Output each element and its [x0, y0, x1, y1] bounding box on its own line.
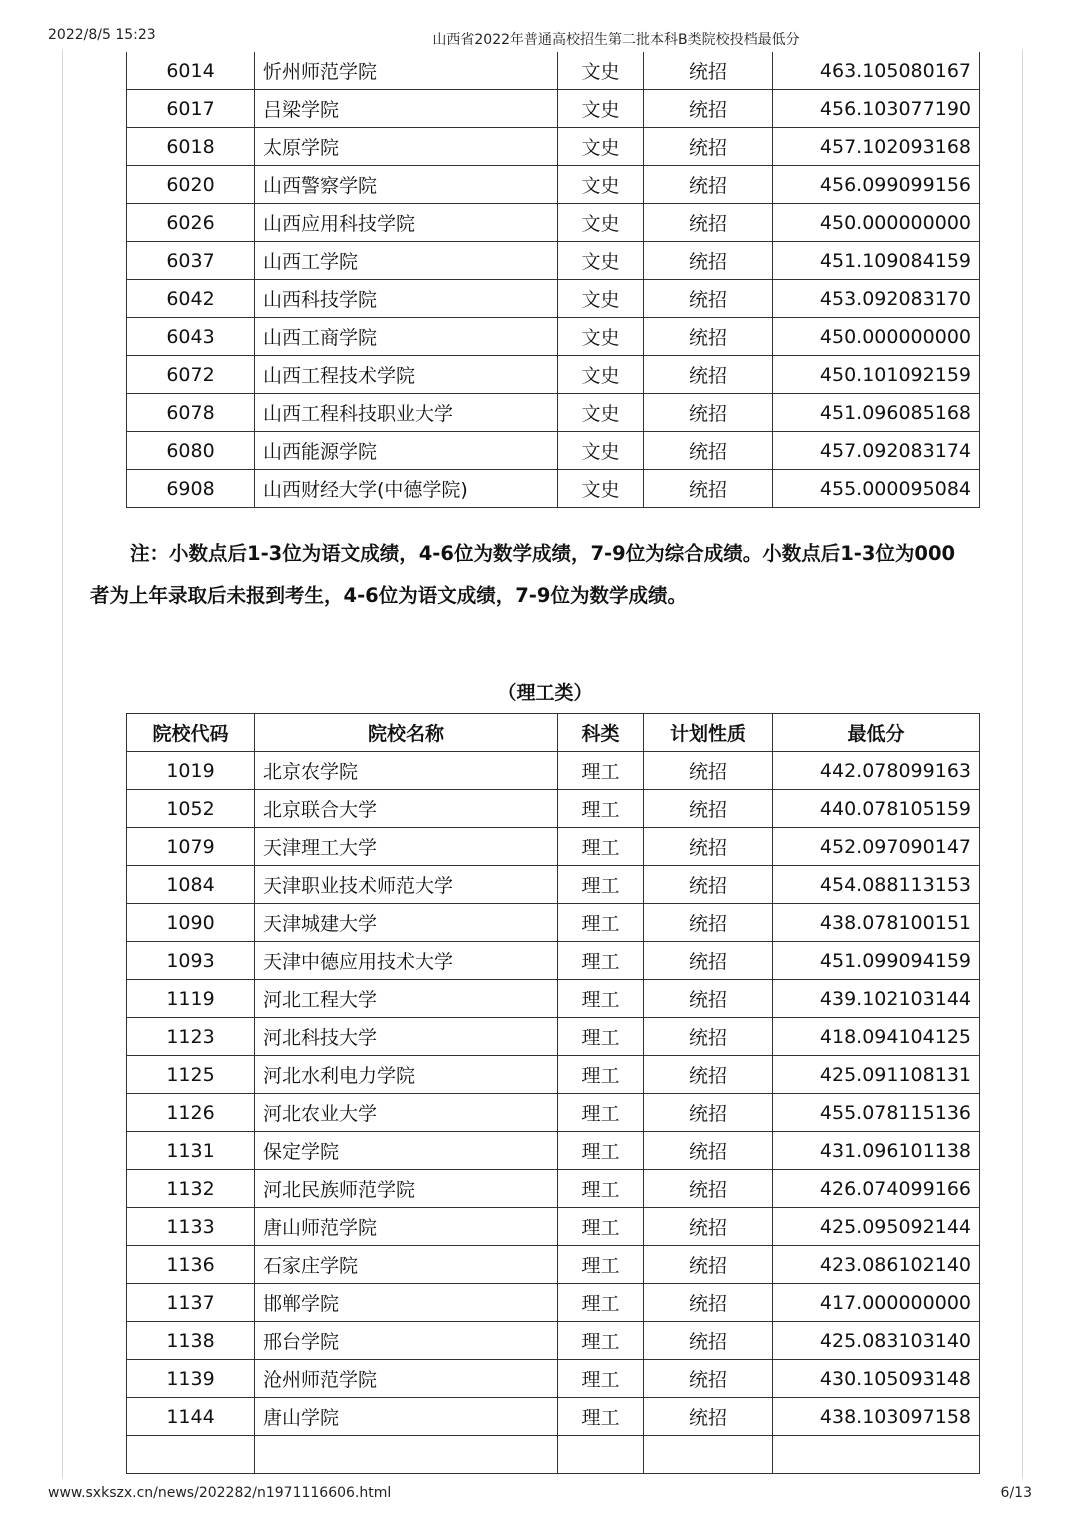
cell-name: 邯郸学院 [255, 1284, 558, 1322]
cell-plan: 统招 [644, 90, 773, 128]
cell-score: 454.088113153 [773, 866, 980, 904]
cell-code: 1019 [127, 752, 255, 790]
section-title-science: （理工类） [497, 682, 593, 704]
cell-plan: 统招 [644, 828, 773, 866]
header-code: 院校代码 [127, 714, 255, 752]
cell-category: 文史 [558, 242, 644, 280]
table-row [127, 1170, 980, 1208]
table-row [127, 1018, 980, 1056]
header-category: 科类 [558, 714, 644, 752]
cell-code: 1139 [127, 1360, 255, 1398]
cell-score: 430.105093148 [773, 1360, 980, 1398]
score-note [90, 533, 1010, 617]
cell-name: 沧州师范学院 [255, 1360, 558, 1398]
cell-code [127, 1436, 255, 1474]
cell-plan: 统招 [644, 752, 773, 790]
cell-code: 6043 [127, 318, 255, 356]
table-row [127, 1436, 980, 1474]
cell-code: 1090 [127, 904, 255, 942]
cell-score [773, 1436, 980, 1474]
table-row [127, 318, 980, 356]
cell-plan: 统招 [644, 1360, 773, 1398]
cell-score: 457.092083174 [773, 432, 980, 470]
cell-plan: 统招 [644, 1246, 773, 1284]
cell-category: 理工 [558, 1208, 644, 1246]
cell-category: 文史 [558, 394, 644, 432]
cell-code: 6018 [127, 128, 255, 166]
cell-name: 忻州师范学院 [255, 52, 558, 90]
cell-score: 455.078115136 [773, 1094, 980, 1132]
cell-name: 山西财经大学(中德学院) [255, 470, 558, 508]
cell-code: 6080 [127, 432, 255, 470]
table-row [127, 432, 980, 470]
table-row [127, 128, 980, 166]
cell-score: 457.102093168 [773, 128, 980, 166]
cell-plan: 统招 [644, 1208, 773, 1246]
score-note-line-2: 者为上年录取后未报到考生，4-6位为语文成绩，7-9位为数学成绩。 [90, 584, 687, 607]
cell-category: 理工 [558, 752, 644, 790]
cell-plan: 统招 [644, 128, 773, 166]
cell-score: 425.095092144 [773, 1208, 980, 1246]
cell-name: 太原学院 [255, 128, 558, 166]
cell-name: 北京农学院 [255, 752, 558, 790]
table-row [127, 470, 980, 508]
cell-code: 6014 [127, 52, 255, 90]
cell-category: 文史 [558, 280, 644, 318]
cell-plan: 统招 [644, 1170, 773, 1208]
cell-name: 山西工程技术学院 [255, 356, 558, 394]
cell-category: 理工 [558, 828, 644, 866]
page-header-title: 山西省2022年普通高校招生第二批本科B类院校投档最低分 [432, 32, 800, 48]
cell-category: 文史 [558, 470, 644, 508]
header-score: 最低分 [773, 714, 980, 752]
table-row [127, 980, 980, 1018]
table-row [127, 1208, 980, 1246]
score-note-line-1: 注：小数点后1-3位为语文成绩，4-6位为数学成绩，7-9位为综合成绩。小数点后1-3位为000 [130, 542, 956, 565]
table-row [127, 790, 980, 828]
cell-category: 理工 [558, 904, 644, 942]
cell-code: 1093 [127, 942, 255, 980]
cell-name: 天津中德应用技术大学 [255, 942, 558, 980]
table-row [127, 90, 980, 128]
cell-category: 理工 [558, 866, 644, 904]
cell-category: 理工 [558, 1246, 644, 1284]
cell-name: 山西科技学院 [255, 280, 558, 318]
cell-category: 文史 [558, 318, 644, 356]
cell-name: 河北民族师范学院 [255, 1170, 558, 1208]
table-row [127, 1322, 980, 1360]
cell-plan: 统招 [644, 242, 773, 280]
cell-code: 6026 [127, 204, 255, 242]
cell-name: 北京联合大学 [255, 790, 558, 828]
cell-category: 理工 [558, 1284, 644, 1322]
cell-plan: 统招 [644, 1094, 773, 1132]
cell-score: 439.102103144 [773, 980, 980, 1018]
cell-category: 理工 [558, 980, 644, 1018]
cell-score: 418.094104125 [773, 1018, 980, 1056]
cell-plan: 统招 [644, 394, 773, 432]
table-header-row [127, 714, 980, 752]
footer-page-number: 6/13 [1000, 1485, 1032, 1501]
page-header-timestamp: 2022/8/5 15:23 [48, 27, 156, 43]
cell-plan: 统招 [644, 432, 773, 470]
table-row [127, 1398, 980, 1436]
table-row [127, 166, 980, 204]
table-row [127, 1132, 980, 1170]
cell-category: 文史 [558, 204, 644, 242]
liberal-arts-score-table [126, 52, 980, 508]
cell-code: 1137 [127, 1284, 255, 1322]
table-row [127, 204, 980, 242]
cell-score: 438.103097158 [773, 1398, 980, 1436]
cell-name: 天津城建大学 [255, 904, 558, 942]
table-row [127, 866, 980, 904]
cell-name: 山西工程科技职业大学 [255, 394, 558, 432]
cell-score: 431.096101138 [773, 1132, 980, 1170]
cell-name: 唐山师范学院 [255, 1208, 558, 1246]
cell-category: 理工 [558, 1018, 644, 1056]
cell-score: 425.091108131 [773, 1056, 980, 1094]
cell-code: 1084 [127, 866, 255, 904]
cell-plan: 统招 [644, 1132, 773, 1170]
table-row [127, 280, 980, 318]
cell-category: 理工 [558, 1056, 644, 1094]
cell-plan: 统招 [644, 1398, 773, 1436]
table-row [127, 1094, 980, 1132]
cell-score: 450.000000000 [773, 204, 980, 242]
cell-plan: 统招 [644, 1284, 773, 1322]
cell-name: 河北水利电力学院 [255, 1056, 558, 1094]
cell-category: 理工 [558, 1094, 644, 1132]
cell-code: 1131 [127, 1132, 255, 1170]
cell-plan: 统招 [644, 866, 773, 904]
cell-name: 山西能源学院 [255, 432, 558, 470]
cell-code: 6037 [127, 242, 255, 280]
cell-category: 理工 [558, 1360, 644, 1398]
cell-score: 451.096085168 [773, 394, 980, 432]
cell-name: 天津理工大学 [255, 828, 558, 866]
cell-category [558, 1436, 644, 1474]
cell-score: 452.097090147 [773, 828, 980, 866]
cell-score: 426.074099166 [773, 1170, 980, 1208]
cell-category: 文史 [558, 356, 644, 394]
table-row [127, 752, 980, 790]
cell-category: 文史 [558, 432, 644, 470]
cell-plan: 统招 [644, 904, 773, 942]
page-edge-right [1022, 50, 1023, 1478]
cell-score: 456.103077190 [773, 90, 980, 128]
cell-plan: 统招 [644, 356, 773, 394]
header-name: 院校名称 [255, 714, 558, 752]
cell-code: 1079 [127, 828, 255, 866]
cell-name: 山西应用科技学院 [255, 204, 558, 242]
cell-name: 山西工商学院 [255, 318, 558, 356]
cell-category: 文史 [558, 166, 644, 204]
cell-plan: 统招 [644, 1018, 773, 1056]
table-row [127, 1360, 980, 1398]
cell-score: 451.099094159 [773, 942, 980, 980]
cell-code: 1132 [127, 1170, 255, 1208]
page-edge-left [62, 50, 63, 1478]
table-row [127, 904, 980, 942]
table-row [127, 942, 980, 980]
cell-score: 423.086102140 [773, 1246, 980, 1284]
cell-plan: 统招 [644, 470, 773, 508]
table-row [127, 1284, 980, 1322]
cell-score: 453.092083170 [773, 280, 980, 318]
cell-plan [644, 1436, 773, 1474]
cell-name: 山西警察学院 [255, 166, 558, 204]
cell-name [255, 1436, 558, 1474]
header-plan: 计划性质 [644, 714, 773, 752]
table-row [127, 52, 980, 90]
cell-code: 1125 [127, 1056, 255, 1094]
cell-plan: 统招 [644, 1056, 773, 1094]
cell-plan: 统招 [644, 1322, 773, 1360]
cell-code: 1133 [127, 1208, 255, 1246]
cell-code: 6078 [127, 394, 255, 432]
cell-category: 文史 [558, 90, 644, 128]
cell-code: 6908 [127, 470, 255, 508]
cell-name: 吕梁学院 [255, 90, 558, 128]
cell-plan: 统招 [644, 280, 773, 318]
cell-code: 6042 [127, 280, 255, 318]
table-body [127, 52, 980, 508]
cell-score: 438.078100151 [773, 904, 980, 942]
cell-code: 1126 [127, 1094, 255, 1132]
cell-score: 455.000095084 [773, 470, 980, 508]
table-row [127, 828, 980, 866]
table-row [127, 1056, 980, 1094]
cell-score: 440.078105159 [773, 790, 980, 828]
table-row [127, 356, 980, 394]
cell-category: 理工 [558, 1398, 644, 1436]
cell-plan: 统招 [644, 942, 773, 980]
cell-score: 450.000000000 [773, 318, 980, 356]
cell-code: 6017 [127, 90, 255, 128]
cell-plan: 统招 [644, 204, 773, 242]
table-body [127, 752, 980, 1474]
table-row [127, 394, 980, 432]
cell-score: 450.101092159 [773, 356, 980, 394]
cell-category: 理工 [558, 790, 644, 828]
cell-plan: 统招 [644, 52, 773, 90]
cell-code: 6072 [127, 356, 255, 394]
cell-code: 1052 [127, 790, 255, 828]
science-score-table [126, 713, 980, 1474]
cell-name: 河北科技大学 [255, 1018, 558, 1056]
cell-category: 理工 [558, 1322, 644, 1360]
cell-score: 451.109084159 [773, 242, 980, 280]
table-row [127, 242, 980, 280]
cell-name: 河北工程大学 [255, 980, 558, 1018]
cell-category: 理工 [558, 1170, 644, 1208]
cell-name: 石家庄学院 [255, 1246, 558, 1284]
cell-score: 425.083103140 [773, 1322, 980, 1360]
cell-category: 理工 [558, 942, 644, 980]
cell-code: 1123 [127, 1018, 255, 1056]
cell-category: 文史 [558, 52, 644, 90]
cell-name: 邢台学院 [255, 1322, 558, 1360]
cell-code: 1136 [127, 1246, 255, 1284]
cell-code: 1138 [127, 1322, 255, 1360]
cell-plan: 统招 [644, 980, 773, 1018]
cell-category: 理工 [558, 1132, 644, 1170]
cell-name: 天津职业技术师范大学 [255, 866, 558, 904]
cell-score: 456.099099156 [773, 166, 980, 204]
cell-score: 442.078099163 [773, 752, 980, 790]
footer-url: www.sxkszx.cn/news/202282/n1971116606.html [48, 1485, 392, 1501]
cell-name: 保定学院 [255, 1132, 558, 1170]
cell-name: 河北农业大学 [255, 1094, 558, 1132]
cell-name: 唐山学院 [255, 1398, 558, 1436]
cell-plan: 统招 [644, 790, 773, 828]
cell-score: 463.105080167 [773, 52, 980, 90]
table-row [127, 1246, 980, 1284]
cell-name: 山西工学院 [255, 242, 558, 280]
cell-score: 417.000000000 [773, 1284, 980, 1322]
cell-code: 6020 [127, 166, 255, 204]
cell-plan: 统招 [644, 318, 773, 356]
cell-category: 文史 [558, 128, 644, 166]
cell-plan: 统招 [644, 166, 773, 204]
cell-code: 1119 [127, 980, 255, 1018]
cell-code: 1144 [127, 1398, 255, 1436]
